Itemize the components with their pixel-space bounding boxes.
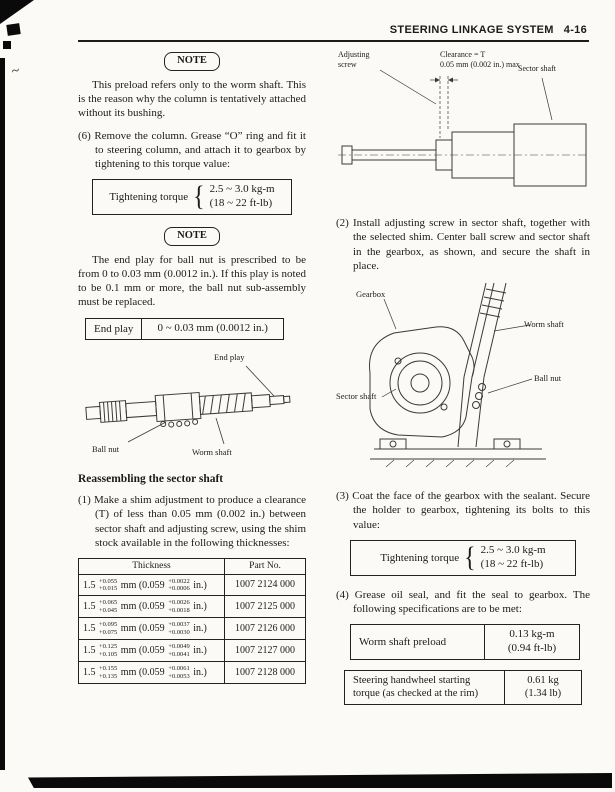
ball-nut-callout: Ball nut (534, 373, 562, 384)
adjusting-screw-callout: Adjusting screw (338, 50, 370, 69)
handwheel-torque-table (344, 670, 582, 705)
shim-thickness: 1.5 +0.095 +0.075 mm (0.059 +0.0037 +0.0030 in.) (79, 618, 225, 640)
shim-part-no: 1007 2128 000 (225, 662, 306, 684)
shim-row (79, 618, 306, 640)
worm-shaft-preload-table (350, 624, 580, 660)
shim-row (79, 640, 306, 662)
worm-shaft-diagram (78, 350, 306, 464)
shim-row (79, 574, 306, 596)
adjusting-screw-drawing (336, 50, 590, 208)
clearance-callout: Clearance = T 0.05 mm (0.002 in.) max (440, 50, 520, 69)
shim-row (79, 596, 306, 618)
scan-artifact-left-bar (0, 58, 5, 770)
preload-label: Worm shaft preload (351, 625, 485, 659)
torque-label: Tightening torque (380, 551, 460, 564)
step-6-paragraph: (6) Remove the column. Grease “O” ring and fit it to steering column, and attach it to gearbox by tightening to this torque value: (78, 129, 306, 171)
shim-part-no: 1007 2125 000 (225, 596, 306, 618)
step-2-paragraph: (2) Install adjusting screw in sector shaft, together with the selected shim. Center ball screw and sector shaft in the gearbox, as shown, and secure the shaft in place. (336, 217, 590, 272)
page-header (390, 24, 587, 36)
tolerance-stack: +0.0037 +0.0030 (168, 621, 190, 636)
scan-artifact-square (6, 23, 20, 36)
shim-part-no: 1007 2126 000 (225, 618, 306, 640)
worm-shaft-callout: Worm shaft (192, 447, 232, 458)
step-3-paragraph: (3) Coat the face of the gearbox with the sealant. Secure the holder to gearbox, tightening its bolts to this value: (336, 490, 590, 531)
note-box-1: NOTE (164, 52, 220, 71)
shim-part-no: 1007 2127 000 (225, 640, 306, 662)
note2-paragraph: The end play for ball nut is prescribed to be from 0 to 0.03 mm (0.0012 in.). If this play is noted to be 0.1 mm or more, the ball nut sub-assembly must be replaced. (78, 253, 306, 309)
tolerance-stack: +0.0049 +0.0041 (168, 643, 190, 658)
tolerance-stack: +0.0026 +0.0018 (168, 599, 190, 614)
tolerance-stack: +0.0022 +0.0006 (168, 577, 190, 592)
left-column (78, 50, 306, 684)
scan-artifact-pen-mark: ~ (10, 63, 21, 80)
brace-glyph: { (464, 542, 476, 574)
end-play-callout: End play (214, 352, 245, 363)
end-play-value: 0 ~ 0.03 mm (0.0012 in.) (157, 322, 268, 335)
note1-paragraph: This preload refers only to the worm shaft. This is the reason why the column is tentatively attached without its bushing. (78, 78, 306, 120)
tolerance-stack: +0.125 +0.105 (99, 643, 118, 658)
tightening-torque-table-2 (350, 540, 576, 576)
tightening-torque-table (92, 179, 292, 215)
shim-thickness: 1.5 +0.155 +0.135 mm (0.059 +0.0061 +0.0053 in.) (79, 662, 225, 684)
scan-artifact-square (3, 41, 11, 49)
shim-thickness: 1.5 +0.055 +0.015 mm (0.059 +0.0022 +0.0006 in.) (79, 574, 225, 596)
end-play-table (85, 318, 284, 340)
tolerance-stack: +0.095 +0.075 (99, 621, 118, 636)
torque-values: 2.5 ~ 3.0 kg-m (18 ~ 22 ft-lb) (480, 544, 546, 570)
worm-shaft-callout: Worm shaft (524, 319, 564, 330)
torque-values: 2.5 ~ 3.0 kg-m (18 ~ 22 ft-lb) (209, 183, 275, 210)
shim-thickness-table (78, 558, 306, 684)
adjusting-screw-diagram (336, 50, 590, 208)
shim-thickness: 1.5 +0.065 +0.045 mm (0.059 +0.0026 +0.0018 in.) (79, 596, 225, 618)
header-rule (78, 40, 589, 42)
gearbox-diagram (336, 281, 590, 481)
section-heading: Reassembling the sector shaft (78, 473, 224, 486)
end-play-label: End play (86, 319, 142, 339)
page-number: 4-16 (563, 24, 587, 36)
col-part-no: Part No. (225, 559, 306, 574)
tolerance-stack: +0.055 +0.015 (99, 577, 118, 592)
handwheel-value: 0.61 kg (1.34 lb) (524, 675, 562, 700)
shim-row (79, 662, 306, 684)
brace-glyph: { (193, 181, 205, 213)
preload-value: 0.13 kg-m (0.94 ft-lb) (507, 628, 557, 654)
scan-artifact-bottom-bar (28, 773, 612, 788)
torque-label: Tightening torque (109, 191, 189, 204)
handwheel-label: Steering handwheel starting torque (as checked at the rim) (345, 671, 505, 704)
col-thickness: Thickness (79, 559, 225, 574)
sector-shaft-callout: Sector shaft (518, 64, 556, 73)
gearbox-callout: Gearbox (356, 289, 386, 300)
tolerance-stack: +0.0061 +0.0053 (168, 665, 190, 680)
right-column (336, 50, 590, 705)
tolerance-stack: +0.065 +0.045 (99, 599, 118, 614)
step-4-paragraph: (4) Grease oil seal, and fit the seal to gearbox. The following specifications are to be met: (336, 588, 590, 615)
shim-part-no: 1007 2124 000 (225, 574, 306, 596)
page-header-title: STEERING LINKAGE SYSTEM (389, 24, 554, 36)
shim-table-header (79, 559, 306, 574)
sector-shaft-callout: Sector shaft (336, 391, 377, 402)
shim-thickness: 1.5 +0.125 +0.105 mm (0.059 +0.0049 +0.0041 in.) (79, 640, 225, 662)
step-1-paragraph: (1) Make a shim adjustment to produce a clearance (T) of less than 0.05 mm (0.002 in.) between sector shaft and adjusting screw, using the shim stock available in the following thicknesses: (78, 493, 306, 549)
scan-artifact-corner (0, 0, 34, 24)
tolerance-stack: +0.155 +0.135 (99, 665, 118, 680)
note-box-2: NOTE (164, 227, 220, 246)
ball-nut-callout: Ball nut (92, 444, 120, 455)
